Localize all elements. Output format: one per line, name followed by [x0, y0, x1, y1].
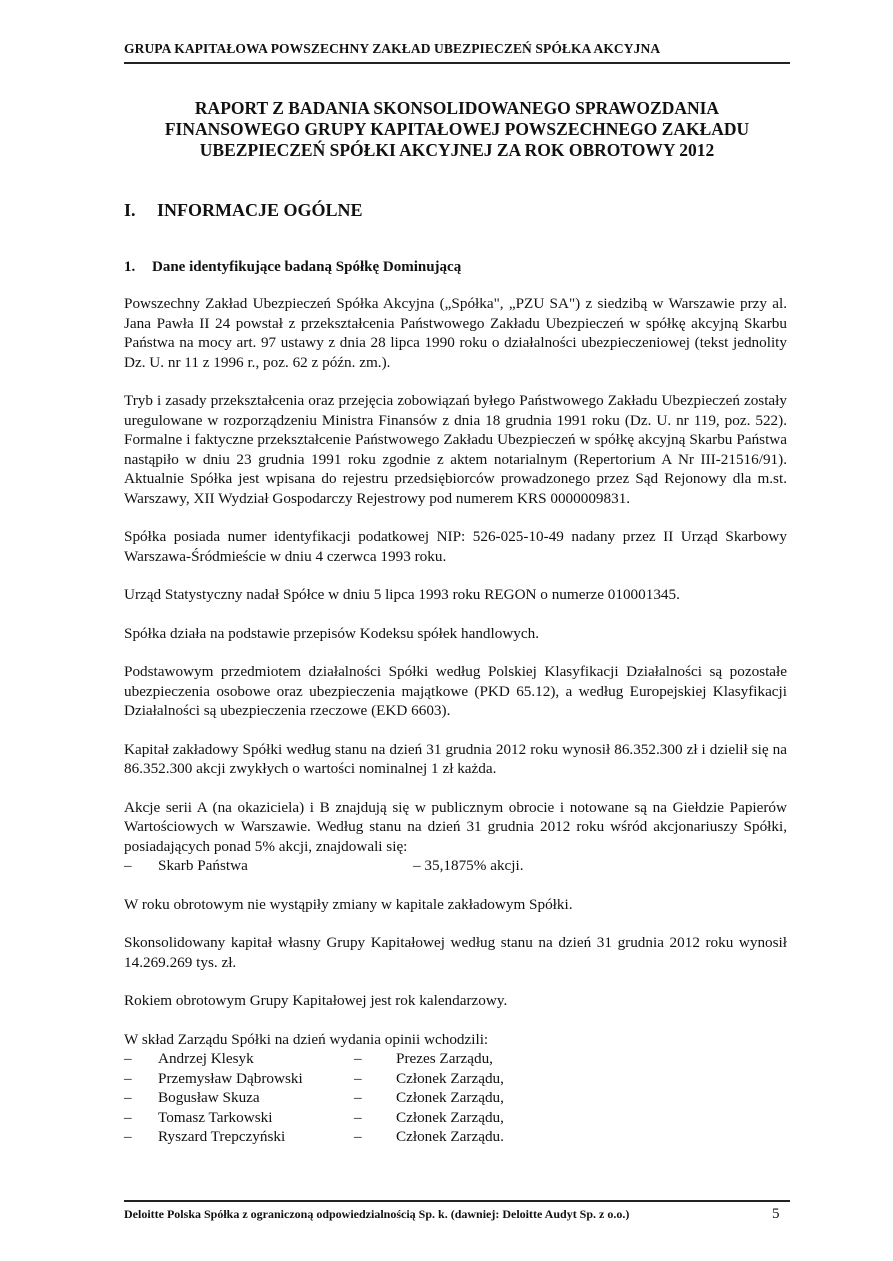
title-line: FINANSOWEGO GRUPY KAPITAŁOWEJ POWSZECHNEGO ZAKŁADU [164, 119, 750, 139]
list-dash: – [124, 857, 132, 874]
list-item [124, 1049, 787, 1069]
board-list [124, 1049, 787, 1147]
shareholder-name: Skarb Państwa [158, 857, 248, 874]
board-member-name: Ryszard Trepczyński [158, 1128, 286, 1145]
header-rule [124, 62, 790, 64]
section-heading [124, 200, 363, 221]
subsection-number: 1. [124, 259, 136, 275]
paragraph: Powszechny Zakład Ubezpieczeń Spółka Akcyjna („Spółka", „PZU SA") z siedzibą w Warszawie przy al. Jana Pawła II 24 powstał z przekształcenia Państwowego Zakładu Ubezpieczeń w spółkę akcyjną Skarbu Państwa na mocy art. 97 ustawy z dnia 28 lipca 1990 roku o działalności ubezpieczeniowej (tekst jednolity Dz. U. nr 11 z 1996 r., poz. 62 z późn. zm.). [124, 295, 787, 371]
list-item [124, 856, 787, 876]
paragraph: Rokiem obrotowym Grupy Kapitałowej jest rok kalendarzowy. [124, 992, 508, 1009]
section-title: INFORMACJE OGÓLNE [157, 200, 363, 220]
board-member-role: Członek Zarządu, [396, 1089, 504, 1106]
body-text [124, 294, 787, 1166]
list-separator: – [354, 1050, 362, 1067]
board-member-role: Członek Zarządu, [396, 1108, 504, 1126]
paragraph: Spółka działa na podstawie przepisów Kodeksu spółek handlowych. [124, 624, 540, 642]
list-separator: – [354, 1128, 362, 1145]
list-separator: – [354, 1108, 362, 1126]
board-member-role: Członek Zarządu. [396, 1128, 504, 1145]
list-item [124, 1108, 787, 1128]
section-number: I. [124, 200, 136, 220]
paragraph: Tryb i zasady przekształcenia oraz przejęcia zobowiązań byłego Państwowego Zakładu Ubezpieczeń zostały uregulowane w rozporządzeniu Ministra Finansów z dnia 18 grudnia 1991 roku (Dz. U. nr 119, poz. 522). Formalne i faktyczne przekształcenie Państwowego Zakładu Ubezpieczeń w spółkę akcyjną Skarbu Państwa nastąpiło w dniu 23 grudnia 1991 roku zgodnie z aktem notarialnym (Repertorium A Nr III-21516/91). Aktualnie Spółka jest wpisana do rejestru przedsiębiorców prowadzonego przez Sąd Rejonowy dla m.st. Warszawy, XII Wydział Gospodarczy Rejestrowy pod numerem KRS 0000009831. [124, 392, 787, 507]
list-item [124, 1069, 787, 1089]
paragraph: W roku obrotowym nie wystąpiły zmiany w kapitale zakładowym Spółki. [124, 895, 573, 913]
paragraph: Podstawowym przedmiotem działalności Spółki według Polskiej Klasyfikacji Działalności są pozostałe ubezpieczenia osobowe oraz ubezpieczenia majątkowe (PKD 65.12), a według Europejskiej Klasyfikacji Działalności są ubezpieczenia rzeczowe (EKD 6603). [124, 663, 787, 719]
list-separator: – [354, 1089, 362, 1106]
list-dash: – [124, 1089, 132, 1106]
board-member-name: Tomasz Tarkowski [158, 1108, 273, 1126]
paragraph: Spółka posiada numer identyfikacji podatkowej NIP: 526-025-10-49 nadany przez II Urząd Skarbowy Warszawa-Śródmieście w dniu 4 czerwca 1993 roku. [124, 528, 787, 565]
report-title [124, 98, 790, 161]
board-member-name: Przemysław Dąbrowski [158, 1069, 303, 1087]
list-dash: – [124, 1128, 132, 1145]
list-dash: – [124, 1050, 132, 1067]
list-item [124, 1127, 787, 1147]
list-dash: – [124, 1069, 132, 1087]
shareholder-list [124, 856, 787, 876]
subsection-title: Dane identyfikujące badaną Spółkę Dominującą [152, 259, 462, 275]
list-dash: – [124, 1108, 132, 1126]
list-item [124, 1088, 787, 1108]
title-line: RAPORT Z BADANIA SKONSOLIDOWANEGO SPRAWOZDANIA [194, 98, 720, 118]
footer-text: Deloitte Polska Spółka z ograniczoną odpowiedzialnością Sp. k. (dawniej: Deloitte Audyt Sp. z o.o.) [124, 1207, 630, 1221]
paragraph: Skonsolidowany kapitał własny Grupy Kapitałowej według stanu na dzień 31 grudnia 2012 roku wynosił 14.269.269 tys. zł. [124, 934, 787, 971]
page-number: 5 [772, 1206, 780, 1222]
subsection-heading [124, 259, 461, 276]
board-member-name: Andrzej Klesyk [158, 1050, 254, 1067]
paragraph: Akcje serii A (na okaziciela) i B znajdują się w publicznym obrocie i notowane są na Giełdzie Papierów Wartościowych w Warszawie. Według stanu na dzień 31 grudnia 2012 roku wśród akcjonariuszy Spółki, posiadających ponad 5% akcji, znajdowali się: [124, 798, 787, 855]
shareholder-share: – 35,1875% akcji. [413, 857, 524, 874]
board-member-role: Członek Zarządu, [396, 1069, 504, 1087]
board-member-role: Prezes Zarządu, [396, 1050, 493, 1067]
title-line: UBEZPIECZEŃ SPÓŁKI AKCYJNEJ ZA ROK OBROTOWY 2012 [199, 140, 715, 160]
paragraph: Kapitał zakładowy Spółki według stanu na dzień 31 grudnia 2012 roku wynosił 86.352.300 zł i dzielił się na 86.352.300 akcji zwykłych o wartości nominalnej 1 zł każda. [124, 740, 787, 777]
footer-rule [124, 1200, 790, 1202]
paragraph: W skład Zarządu Spółki na dzień wydania opinii wchodzili: [124, 1030, 489, 1048]
board-member-name: Bogusław Skuza [158, 1089, 260, 1106]
running-header: GRUPA KAPITAŁOWA POWSZECHNY ZAKŁAD UBEZPIECZEŃ SPÓŁKA AKCYJNA [124, 41, 661, 56]
paragraph: Urząd Statystyczny nadał Spółce w dniu 5 lipca 1993 roku REGON o numerze 010001345. [124, 586, 680, 603]
list-separator: – [354, 1069, 362, 1087]
